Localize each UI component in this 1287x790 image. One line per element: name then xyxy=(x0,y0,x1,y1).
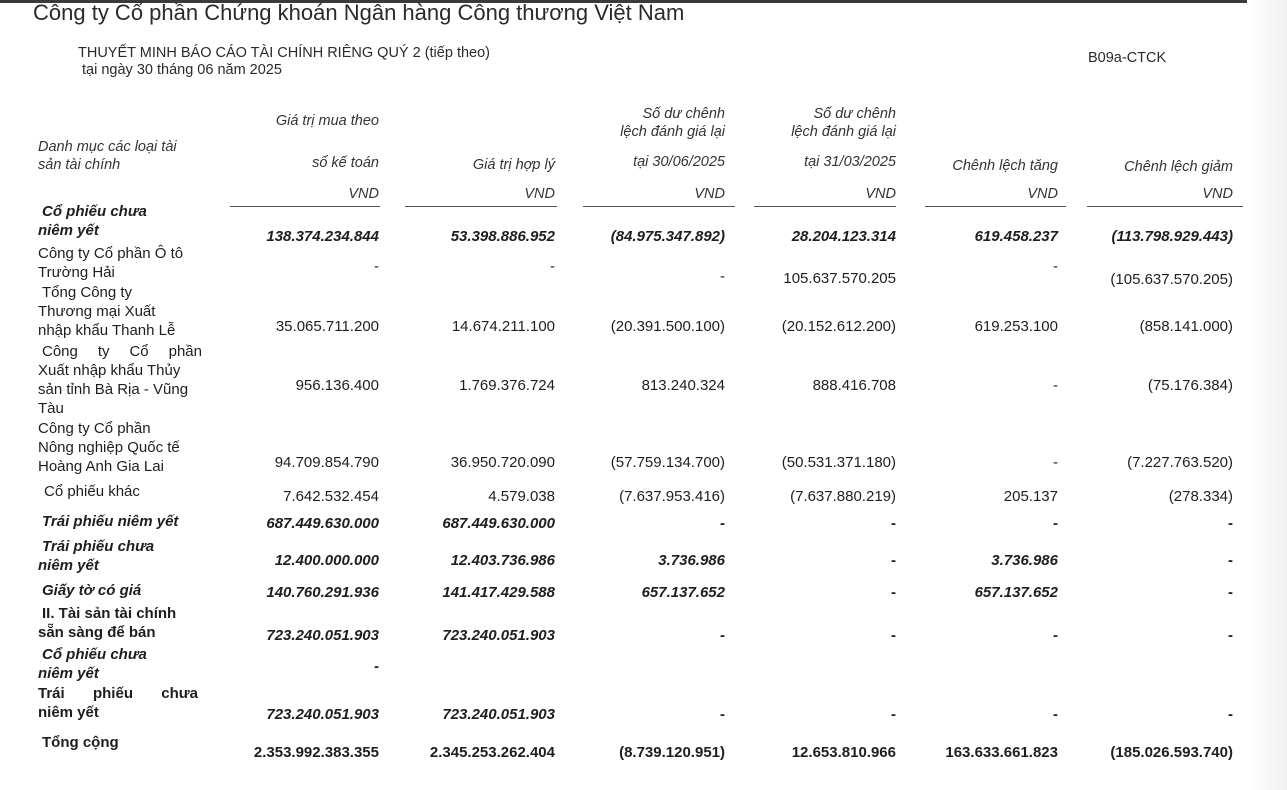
table-cell: 28.204.123.314 xyxy=(791,228,896,245)
table-cell: 723.240.051.903 xyxy=(266,627,379,644)
header-category-line1: Danh mục các loại tài xyxy=(38,139,177,155)
header-category-line2: sản tài chính xyxy=(38,157,121,173)
scan-edge-shadow xyxy=(1247,0,1287,790)
row-label-line: niêm yết xyxy=(38,665,99,682)
row-label xyxy=(38,645,203,683)
table-cell: - xyxy=(720,706,725,723)
header-cost-line1: Giá trị mua theo xyxy=(275,113,379,129)
unit-label: VND xyxy=(524,186,555,202)
table-cell: (75.176.384) xyxy=(1147,377,1233,394)
table-cell: 619.458.237 xyxy=(974,228,1058,245)
row-label-line: Tổng cộng xyxy=(42,734,119,751)
report-date: tại ngày 30 tháng 06 năm 2025 xyxy=(82,62,282,78)
company-name: Công ty Cổ phần Chứng khoán Ngân hàng Công thương Việt Nam xyxy=(33,0,685,25)
table-cell: (8.739.120.951) xyxy=(619,744,725,761)
row-label xyxy=(38,202,203,240)
row-label-line: Công ty Cổ phần xyxy=(38,420,151,437)
header-decrease: Chênh lệch giảm xyxy=(1124,159,1233,175)
table-cell: 36.950.720.090 xyxy=(450,454,555,471)
row-label xyxy=(38,283,203,340)
table-cell: - xyxy=(891,552,896,569)
row-label xyxy=(38,733,203,752)
row-label-line: II. Tài sản tài chính xyxy=(42,605,177,622)
row-label-line: Nông nghiệp Quốc tế xyxy=(38,439,180,456)
table-cell: (84.975.347.892) xyxy=(610,228,725,245)
table-cell: 94.709.854.790 xyxy=(274,454,379,471)
table-cell: (278.334) xyxy=(1168,488,1233,505)
table-cell: (185.026.593.740) xyxy=(1110,744,1233,761)
row-label xyxy=(38,604,203,642)
row-label-line: Hoàng Anh Gia Lai xyxy=(38,458,164,475)
row-label-line: Cổ phiếu chưa xyxy=(42,203,147,220)
header-reval-prior xyxy=(726,105,896,171)
table-cell: - xyxy=(891,584,896,601)
table-cell: 12.400.000.000 xyxy=(274,552,379,569)
row-label-line: Trường Hải xyxy=(38,264,115,281)
column-underline xyxy=(583,206,735,207)
report-title: THUYẾT MINH BÁO CÁO TÀI CHÍNH RIÊNG QUÝ 2 (tiếp theo) xyxy=(78,45,490,61)
header-reval-current-line3: tại 30/06/2025 xyxy=(633,154,725,170)
table-cell: 141.417.429.588 xyxy=(442,584,555,601)
table-cell: - xyxy=(720,627,725,644)
table-cell: - xyxy=(720,268,725,285)
table-cell: 163.633.661.823 xyxy=(945,744,1058,761)
table-cell: - xyxy=(1228,552,1233,569)
row-label-line: Công ty Cổ phần Ô tô xyxy=(38,245,184,262)
table-cell: 53.398.886.952 xyxy=(450,228,555,245)
table-cell: 205.137 xyxy=(1003,488,1058,505)
row-label xyxy=(38,419,203,476)
row-label-line: niêm yết xyxy=(38,704,99,721)
table-cell: 956.136.400 xyxy=(295,377,379,394)
row-label-line: Cổ phiếu khác xyxy=(44,483,140,500)
row-label xyxy=(38,581,203,600)
table-cell: - xyxy=(1228,515,1233,532)
row-label-line: Giấy tờ có giá xyxy=(42,582,142,599)
column-underline xyxy=(754,206,896,207)
table-cell: (20.152.612.200) xyxy=(781,318,896,335)
row-label-line: Thương mại Xuất xyxy=(38,303,156,320)
column-underline xyxy=(1087,206,1243,207)
table-cell: - xyxy=(1228,706,1233,723)
table-cell: - xyxy=(1228,584,1233,601)
table-cell: - xyxy=(891,627,896,644)
header-reval-prior-line3: tại 31/03/2025 xyxy=(804,154,896,170)
table-cell: 2.353.992.383.355 xyxy=(253,744,379,761)
row-label-line: sẵn sàng để bán xyxy=(38,624,156,641)
column-underline xyxy=(405,206,557,207)
table-cell: - xyxy=(374,658,379,675)
table-cell: - xyxy=(891,515,896,532)
table-cell: - xyxy=(1053,377,1058,394)
table-cell: (50.531.371.180) xyxy=(781,454,896,471)
column-underline xyxy=(230,206,380,207)
row-label xyxy=(38,684,203,722)
table-cell: 813.240.324 xyxy=(641,377,725,394)
table-cell: 657.137.652 xyxy=(641,584,725,601)
table-cell: - xyxy=(1053,454,1058,471)
table-cell: 2.345.253.262.404 xyxy=(429,744,555,761)
table-cell: 12.403.736.986 xyxy=(450,552,555,569)
row-label-line: Trái phiếu niêm yết xyxy=(42,513,179,530)
table-cell: (7.637.953.416) xyxy=(619,488,725,505)
header-reval-current-line1: Số dư chênh xyxy=(642,106,725,122)
header-reval-prior-line1: Số dư chênh xyxy=(813,106,896,122)
row-label xyxy=(38,342,203,418)
row-label-line: nhập khẩu Thanh Lễ xyxy=(38,322,176,339)
table-cell: - xyxy=(1053,627,1058,644)
table-cell: 657.137.652 xyxy=(974,584,1058,601)
table-cell: - xyxy=(1228,627,1233,644)
table-cell: 140.760.291.936 xyxy=(266,584,379,601)
table-cell: 105.637.570.205 xyxy=(783,270,896,287)
table-cell: 138.374.234.844 xyxy=(266,228,379,245)
table-cell: (7.227.763.520) xyxy=(1127,454,1233,471)
header-category xyxy=(38,138,177,174)
table-cell: - xyxy=(720,515,725,532)
table-cell: - xyxy=(1053,258,1058,275)
header-increase: Chênh lệch tăng xyxy=(952,158,1058,174)
table-cell: (858.141.000) xyxy=(1139,318,1233,335)
header-reval-current xyxy=(555,105,725,171)
table-cell: 7.642.532.454 xyxy=(283,488,379,505)
table-cell: - xyxy=(891,706,896,723)
header-reval-current-line2: lệch đánh giá lại xyxy=(620,124,725,140)
table-cell: 35.065.711.200 xyxy=(275,318,379,335)
table-cell: 888.416.708 xyxy=(812,377,896,394)
table-cell: (20.391.500.100) xyxy=(610,318,725,335)
table-cell: (113.798.929.443) xyxy=(1111,228,1233,245)
form-code: B09a-CTCK xyxy=(1088,50,1167,66)
table-cell: 723.240.051.903 xyxy=(266,706,379,723)
header-fair-value: Giá trị hợp lý xyxy=(472,157,555,173)
row-label-line: Tàu xyxy=(38,400,64,417)
table-cell: - xyxy=(1053,515,1058,532)
table-cell: 723.240.051.903 xyxy=(442,706,555,723)
table-cell: 723.240.051.903 xyxy=(442,627,555,644)
row-label xyxy=(38,512,203,531)
row-label-line: Tổng Công ty xyxy=(42,284,133,301)
table-cell: 12.653.810.966 xyxy=(791,744,896,761)
table-cell: (7.637.880.219) xyxy=(790,488,896,505)
row-label xyxy=(38,244,203,282)
table-cell: 619.253.100 xyxy=(974,318,1058,335)
row-label-line: Xuất nhập khẩu Thủy xyxy=(38,362,181,379)
table-cell: 687.449.630.000 xyxy=(266,515,379,532)
row-label-line: niêm yết xyxy=(38,557,99,574)
header-reval-prior-line2: lệch đánh giá lại xyxy=(791,124,896,140)
unit-label: VND xyxy=(1027,186,1058,202)
row-label xyxy=(38,482,203,501)
row-label-line: Trái phiếu chưa xyxy=(42,538,155,555)
table-cell: 4.579.038 xyxy=(488,488,555,505)
row-label-line: sản tỉnh Bà Rịa - Vũng xyxy=(38,381,189,398)
row-label-line: niêm yết xyxy=(38,222,99,239)
unit-label: VND xyxy=(1202,186,1233,202)
table-cell: 3.736.986 xyxy=(991,552,1058,569)
table-cell: 14.674.211.100 xyxy=(451,318,555,335)
column-underline xyxy=(925,206,1066,207)
table-cell: (57.759.134.700) xyxy=(610,454,725,471)
unit-label: VND xyxy=(694,186,725,202)
table-cell: 1.769.376.724 xyxy=(459,377,555,394)
header-cost-line2: sổ kế toán xyxy=(312,155,379,171)
unit-label: VND xyxy=(348,186,379,202)
row-label-line: Công ty Cổ phần xyxy=(42,343,202,360)
row-label-line: Cổ phiếu chưa xyxy=(42,646,147,663)
table-cell: - xyxy=(550,258,555,275)
table-cell: - xyxy=(1053,706,1058,723)
row-label xyxy=(38,537,203,575)
unit-label: VND xyxy=(865,186,896,202)
row-label-line: Trái phiếu chưa xyxy=(38,685,198,702)
table-cell: (105.637.570.205) xyxy=(1110,271,1233,288)
table-cell: 687.449.630.000 xyxy=(442,515,555,532)
table-cell: 3.736.986 xyxy=(658,552,725,569)
table-cell: - xyxy=(374,258,379,275)
